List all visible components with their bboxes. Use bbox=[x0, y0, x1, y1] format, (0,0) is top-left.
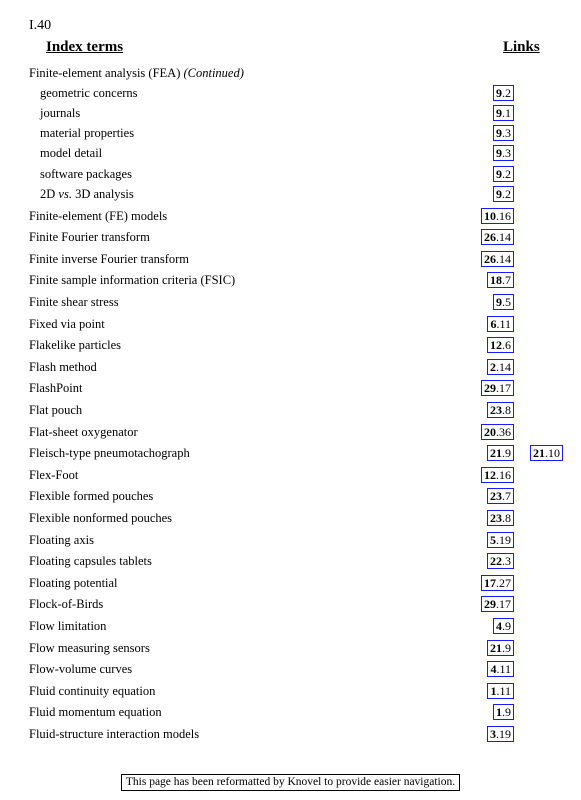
index-term bbox=[29, 230, 150, 245]
term-text: Flexible nonformed pouches bbox=[29, 511, 173, 525]
index-entry bbox=[0, 337, 581, 357]
section-link[interactable] bbox=[481, 596, 514, 612]
index-term bbox=[29, 533, 94, 548]
term-text: material properties bbox=[40, 126, 135, 141]
link-chapter: 18 bbox=[490, 273, 502, 288]
section-link[interactable] bbox=[487, 726, 514, 742]
index-term bbox=[29, 576, 118, 591]
index-entry bbox=[0, 683, 581, 703]
term-text: Flakelike particles bbox=[29, 338, 121, 353]
term-text: Finite Fourier transform bbox=[29, 230, 150, 245]
link-section: .2 bbox=[502, 86, 511, 101]
section-link[interactable] bbox=[487, 316, 514, 332]
header-index-terms: Index terms bbox=[46, 39, 124, 55]
term-text: Finite-element (FE) models bbox=[29, 208, 168, 223]
link-section: .14 bbox=[496, 230, 511, 245]
index-term bbox=[29, 360, 97, 375]
link-chapter: 9 bbox=[496, 126, 502, 141]
index-entry bbox=[0, 359, 581, 379]
index-term bbox=[29, 66, 244, 81]
index-entry bbox=[0, 618, 581, 638]
link-chapter: 12 bbox=[490, 338, 502, 353]
index-entry bbox=[0, 65, 581, 85]
link-section: .19 bbox=[496, 532, 511, 547]
index-entry bbox=[0, 294, 581, 314]
link-section: .9 bbox=[502, 619, 511, 633]
section-link[interactable] bbox=[493, 704, 514, 720]
section-link[interactable] bbox=[487, 661, 514, 677]
term-text: 2D bbox=[40, 186, 59, 201]
index-entry bbox=[0, 424, 581, 444]
index-term bbox=[29, 554, 152, 569]
term-text: (Continued) bbox=[183, 66, 244, 80]
link-section: .1 bbox=[502, 106, 511, 121]
index-entry bbox=[0, 510, 581, 530]
section-link[interactable] bbox=[487, 402, 514, 418]
link-section: .11 bbox=[496, 662, 511, 677]
link-section: .14 bbox=[496, 251, 511, 266]
term-text: model detail bbox=[40, 146, 103, 161]
link-section: .2 bbox=[502, 186, 511, 201]
index-term bbox=[29, 468, 78, 483]
section-link[interactable] bbox=[487, 359, 514, 375]
header-links: Links bbox=[503, 39, 540, 55]
section-link[interactable] bbox=[493, 105, 514, 121]
term-text: Flat pouch bbox=[29, 403, 83, 417]
link-section: .11 bbox=[496, 683, 511, 698]
index-term bbox=[29, 662, 132, 677]
link-section: .2 bbox=[502, 166, 511, 181]
index-entry bbox=[0, 208, 581, 228]
link-chapter: 22 bbox=[490, 554, 502, 569]
index-entry bbox=[0, 402, 581, 422]
index-entry bbox=[0, 125, 581, 145]
index-entry bbox=[0, 166, 581, 186]
link-section: .19 bbox=[496, 727, 511, 741]
index-term bbox=[29, 641, 150, 656]
index-subterm bbox=[40, 187, 134, 202]
link-chapter: 21 bbox=[490, 446, 502, 461]
section-link[interactable] bbox=[493, 125, 514, 141]
section-link[interactable] bbox=[493, 294, 514, 310]
link-section: .7 bbox=[502, 489, 511, 504]
index-entry bbox=[0, 85, 581, 105]
link-chapter: 6 bbox=[490, 316, 497, 331]
term-text: vs. bbox=[58, 186, 72, 201]
link-chapter: 4 bbox=[496, 619, 502, 633]
term-text: Flexible formed pouches bbox=[29, 489, 154, 504]
link-chapter: 9 bbox=[496, 166, 502, 181]
link-section: .16 bbox=[496, 467, 511, 482]
index-subterm bbox=[40, 146, 102, 161]
term-text: Floating capsules tablets bbox=[29, 554, 152, 569]
link-section: .11 bbox=[496, 316, 511, 331]
index-entry bbox=[0, 704, 581, 724]
index-entry bbox=[0, 272, 581, 292]
index-entry bbox=[0, 186, 581, 206]
index-term bbox=[29, 403, 82, 418]
term-text: 3D analysis bbox=[71, 186, 134, 201]
section-link[interactable] bbox=[493, 85, 514, 101]
link-chapter: 9 bbox=[496, 106, 502, 121]
section-link[interactable] bbox=[481, 467, 514, 483]
link-chapter: 9 bbox=[496, 186, 502, 201]
link-chapter: 9 bbox=[496, 146, 502, 161]
section-link[interactable] bbox=[487, 510, 514, 526]
index-subterm bbox=[40, 106, 80, 121]
link-chapter: 3 bbox=[490, 727, 496, 741]
link-section: .7 bbox=[502, 273, 511, 288]
term-text: Flat-sheet oxygenator bbox=[29, 424, 138, 439]
link-chapter: 29 bbox=[484, 597, 496, 612]
index-term bbox=[29, 209, 167, 224]
link-chapter: 23 bbox=[490, 511, 502, 525]
index-entry bbox=[0, 661, 581, 681]
index-entry bbox=[0, 553, 581, 573]
link-section: .17 bbox=[496, 381, 511, 396]
term-text: Fleisch-type pneumotachograph bbox=[29, 446, 190, 461]
link-section: .9 bbox=[502, 446, 511, 461]
term-text: Floating axis bbox=[29, 532, 94, 547]
index-entry bbox=[0, 251, 581, 271]
page-number: I.40 bbox=[29, 18, 52, 33]
term-text: Finite inverse Fourier transform bbox=[29, 251, 190, 266]
term-text: Floating potential bbox=[29, 575, 118, 590]
index-term bbox=[29, 273, 235, 288]
term-text: Flash method bbox=[29, 359, 97, 374]
link-section: .27 bbox=[496, 575, 511, 590]
term-text: Flex-Foot bbox=[29, 467, 79, 482]
link-chapter: 21 bbox=[490, 640, 502, 655]
section-link[interactable] bbox=[481, 575, 514, 591]
term-text: Flow measuring sensors bbox=[29, 640, 150, 655]
link-chapter: 4 bbox=[490, 662, 497, 677]
link-section: .8 bbox=[502, 511, 511, 525]
term-text: geometric concerns bbox=[40, 86, 138, 101]
link-section: .17 bbox=[496, 597, 511, 612]
term-text: journals bbox=[40, 106, 81, 121]
index-entry bbox=[0, 445, 581, 465]
index-entry bbox=[0, 596, 581, 616]
footer-note: This page has been reformatted by Knovel to provide easier navigation. bbox=[121, 774, 460, 791]
index-subterm bbox=[40, 86, 138, 101]
index-entry bbox=[0, 488, 581, 508]
index-term bbox=[29, 597, 103, 612]
index-term bbox=[29, 684, 155, 699]
section-link[interactable] bbox=[530, 445, 563, 461]
index-entry bbox=[0, 145, 581, 165]
section-link[interactable] bbox=[493, 145, 514, 161]
index-term bbox=[29, 727, 199, 742]
link-chapter: 2 bbox=[490, 359, 496, 374]
term-text: Fluid continuity equation bbox=[29, 683, 156, 698]
index-term bbox=[29, 511, 172, 526]
term-text: software packages bbox=[40, 166, 132, 181]
index-term bbox=[29, 425, 138, 440]
link-section: .3 bbox=[502, 126, 511, 141]
link-section: .36 bbox=[496, 424, 511, 439]
section-link[interactable] bbox=[487, 445, 514, 461]
index-entry bbox=[0, 726, 581, 746]
link-chapter: 12 bbox=[484, 467, 496, 482]
section-link[interactable] bbox=[493, 186, 514, 202]
section-link[interactable] bbox=[487, 488, 514, 504]
index-entry bbox=[0, 105, 581, 125]
link-section: .9 bbox=[502, 640, 511, 655]
index-subterm bbox=[40, 126, 134, 141]
index-term bbox=[29, 381, 83, 396]
index-subterm bbox=[40, 167, 132, 182]
section-link[interactable] bbox=[493, 166, 514, 182]
term-text: Fluid-structure interaction models bbox=[29, 727, 200, 741]
section-link[interactable] bbox=[487, 532, 514, 548]
link-chapter: 23 bbox=[490, 489, 502, 504]
link-section: .8 bbox=[502, 403, 511, 417]
link-chapter: 5 bbox=[490, 532, 496, 547]
link-chapter: 20 bbox=[484, 424, 496, 439]
index-entry bbox=[0, 532, 581, 552]
section-link[interactable] bbox=[487, 683, 514, 699]
term-text: Flock-of-Birds bbox=[29, 597, 104, 612]
section-link[interactable] bbox=[481, 380, 514, 396]
link-section: .3 bbox=[502, 146, 511, 161]
index-term bbox=[29, 338, 121, 353]
index-entry bbox=[0, 575, 581, 595]
link-chapter: 26 bbox=[484, 230, 496, 245]
link-chapter: 29 bbox=[484, 381, 496, 396]
link-section: .9 bbox=[502, 705, 511, 720]
link-section: .3 bbox=[502, 554, 511, 569]
link-chapter: 9 bbox=[496, 86, 502, 101]
index-term bbox=[29, 252, 189, 267]
link-chapter: 1 bbox=[490, 683, 497, 698]
index-term bbox=[29, 317, 105, 332]
section-link[interactable] bbox=[487, 272, 514, 288]
link-section: .6 bbox=[502, 338, 511, 353]
link-chapter: 21 bbox=[533, 446, 545, 461]
index-entry bbox=[0, 467, 581, 487]
index-term bbox=[29, 619, 106, 634]
term-text: Fluid momentum equation bbox=[29, 705, 162, 720]
section-link[interactable] bbox=[487, 553, 514, 569]
term-text: Fixed via point bbox=[29, 316, 105, 331]
term-text: Finite shear stress bbox=[29, 295, 119, 309]
section-link[interactable] bbox=[481, 251, 514, 267]
index-entry bbox=[0, 640, 581, 660]
link-chapter: 9 bbox=[496, 295, 502, 309]
link-chapter: 23 bbox=[490, 403, 502, 417]
link-chapter: 10 bbox=[484, 208, 496, 223]
term-text: Finite-element analysis (FEA) bbox=[29, 66, 184, 80]
section-link[interactable] bbox=[487, 640, 514, 656]
index-entry bbox=[0, 380, 581, 400]
section-link[interactable] bbox=[481, 424, 514, 440]
term-text: Flow limitation bbox=[29, 619, 107, 633]
term-text: Finite sample information criteria (FSIC) bbox=[29, 273, 236, 288]
index-entry bbox=[0, 229, 581, 249]
link-chapter: 26 bbox=[484, 251, 496, 266]
index-term bbox=[29, 705, 162, 720]
link-section: .16 bbox=[496, 208, 511, 223]
link-chapter: 17 bbox=[484, 575, 496, 590]
link-section: .5 bbox=[502, 295, 511, 309]
section-link[interactable] bbox=[493, 618, 514, 634]
term-text: Flow-volume curves bbox=[29, 662, 133, 677]
link-chapter: 1 bbox=[496, 705, 502, 720]
index-term bbox=[29, 295, 119, 310]
index-entry bbox=[0, 316, 581, 336]
link-section: .10 bbox=[545, 446, 560, 461]
section-link[interactable] bbox=[487, 337, 514, 353]
index-term bbox=[29, 446, 190, 461]
term-text: FlashPoint bbox=[29, 381, 83, 396]
link-section: .14 bbox=[496, 359, 511, 374]
index-term bbox=[29, 489, 153, 504]
section-link[interactable] bbox=[481, 229, 514, 245]
section-link[interactable] bbox=[481, 208, 514, 224]
